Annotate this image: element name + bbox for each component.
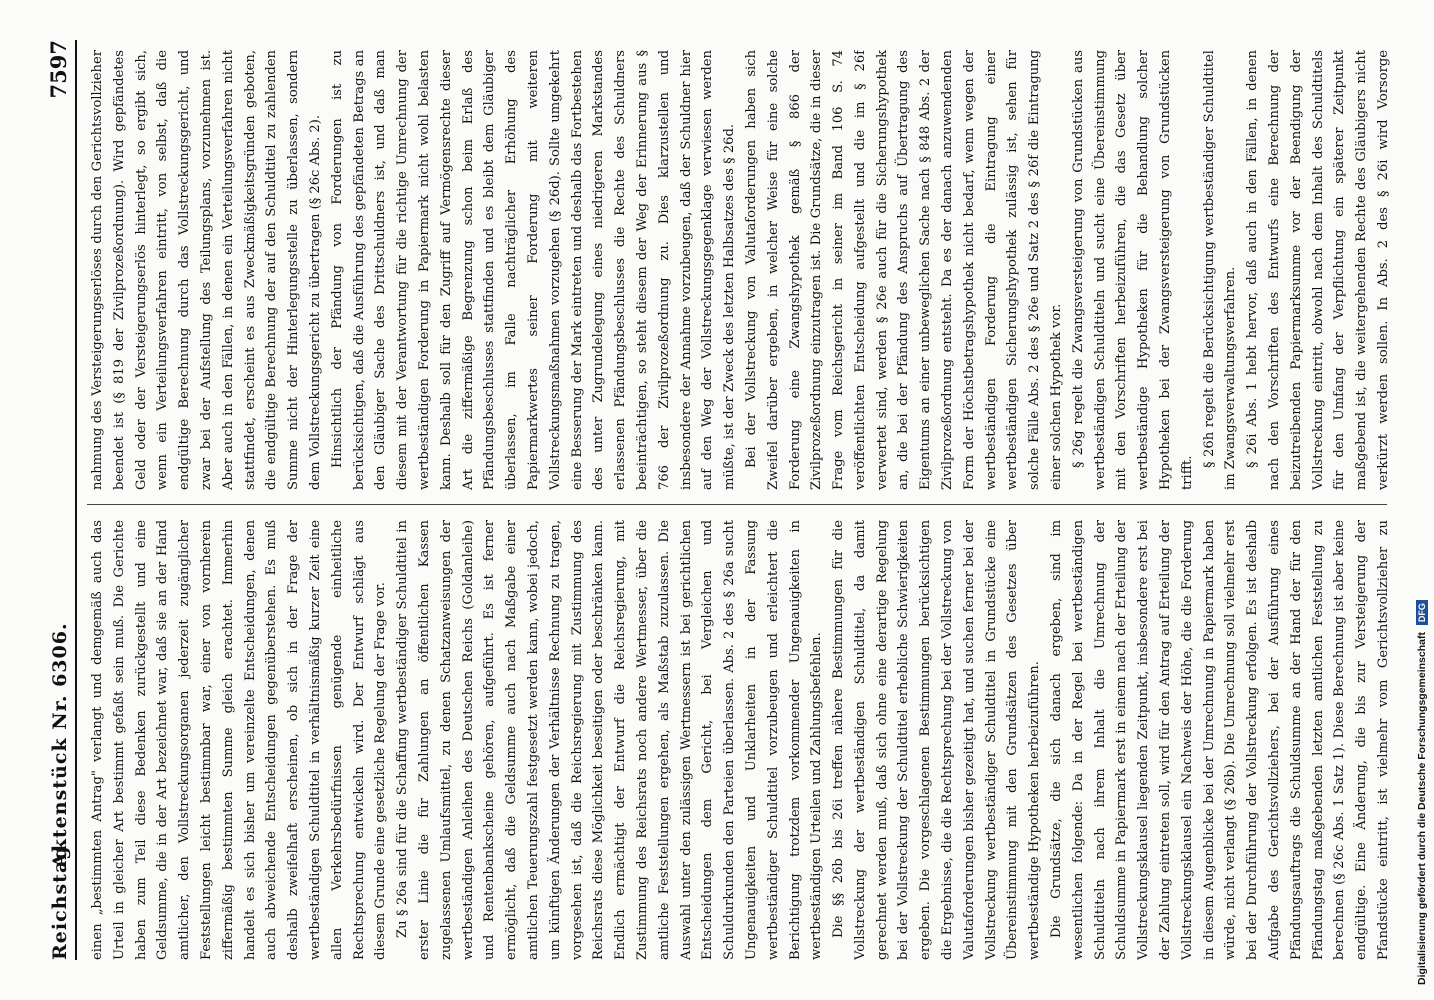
right-column (87, 50, 1397, 490)
column-divider (87, 504, 1387, 505)
digitization-text: Digitalisierung gefördert durch die Deutsche Forschungsgemeinschaft (1416, 632, 1428, 985)
page-number: 7597 (46, 40, 71, 99)
paragraph: Bei der Vollstreckung von Valutaforderungen haben sich Zweifel darüber ergeben, in welcher Weise für eine solche Forderung eine Zwangshypothek gemäß § 866 der Zivilprozeßordnung einzutragen ist. Die Grundsätze, die in dieser Frage vom Reichsgericht in seiner im Band 106 S. 74 veröffentlichten Entscheidung aufgestellt und die im § 26f verwertet sind, werden § 26e auch für die Sicherungshypothek an, die bei der Pfändung des Anspruchs auf Übertragung des Eigentums an einer unbeweglichen Sache nach § 848 Abs. 2 der Zivilprozeßordnung entsteht. Da es der danach anzuwendenden Form der Höchstbetragshypothek nicht bedarf, wenn wegen der wertbeständigen Forderung die Eintragung einer wertbeständigen Sicherungshypothek zulässig ist, sehen für solche Fälle Abs. 2 des § 26e und Satz 2 des § 26f die Eintragung einer solchen Hypothek vor. (743, 50, 1065, 490)
header-left: Reichstag. (49, 837, 71, 960)
paragraph: Zu § 26a sind für die Schaffung wertbeständiger Schuldtitel in erster Linie die für Zahlungen an öffentlichen Kassen zugelassenen Umlaufsmittel, zu denen Schatzanweisungen der wertbeständigen Anleihen des Deutschen Reichs (Goldanleihe) und Rentenbankscheine gehören, aufgeführt. Es ist ferner ermöglicht, daß die Geldsumme auch nach Maßgabe einer amtlichen Teuerungszahl festgesetzt werden kann, wobei jedoch, um künftigen Änderungen der Verhältnisse Rechnung zu tragen, vorgesehen ist, daß die Reichsregierung mit Zustimmung des Reichsrats diese Möglichkeit beseitigen oder beschränken kann. Endlich ermächtigt der Entwurf die Reichsregierung, mit Zustimmung des Reichsrats noch andere Wertmesser, über die amtliche Feststellungen ergehen, als Maßstab zuzulassen. Die Auswahl unter den zulässigen Wertmessern ist bei gerichtlichen Entscheidungen dem Gericht, bei Vergleichen und Schuldurkunden den Parteien überlassen. Abs. 2 des § 26a sucht Ungenauigkeiten und Unklarheiten in der Fassung wertbeständiger Schuldtitel vorzubeugen und erleichtert die Berichtigung trotzdem vorkommender Ungenauigkeiten in wertbeständigen Urteilen und Zahlungsbefehlen. (395, 520, 825, 960)
paragraph: Hinsichtlich der Pfändung von Forderungen ist zu berücksichtigen, daß die Ausführung des gepfändeten Betrags an den Gläubiger Sache des Drittschuldners ist, und daß man diesem mit der Verantwortung für die richtige Umrechnung der wertbeständigen Forderung in Papiermark nicht wohl belasten kann. Deshalb soll für den Zugriff auf Vermögensrechte dieser Art die ziffermäßige Begrenzung schon beim Erlaß des Pfändungsbeschlusses stattfinden und es bleibt dem Gläubiger überlassen, im Falle nachträglicher Erhöhung des Papiermarkwertes seiner Forderung mit weiteren Vollstreckungsmaßnahmen vorzugehen (§ 26d). Sollte umgekehrt eine Besserung der Mark eintreten und deshalb das Fortbestehen des unter Zugrundelegung eines niedrigeren Markstandes erlassenen Pfändungsbeschlusses die Rechte des Schuldners beeinträchtigen, so steht diesem der Weg der Erinnerung aus § 766 der Zivilprozeßordnung zu. Dies klarzustellen und insbesondere der Annahme vorzubeugen, daß der Schuldner hier auf den Weg der Vollstreckungsgegenklage verwiesen werden müßte, ist der Zweck des letzten Halbsatzes des § 26d. (329, 50, 738, 490)
paragraph: § 26i Abs. 1 hebt hervor, daß auch in den Fällen, in denen nach den Vorschriften des Entwurfs eine Berechnung der beizutreibenden Papiermarksumme vor der Beendigung der Vollstreckung eintritt, obwohl nach dem Inhalt des Schuldtitels für den Umfang der Verpflichtung ein späterer Zeitpunkt maßgebend ist, die weitergehenden Rechte des Gläubigers nicht verkürzt werden sollen. In Abs. 2 des § 26i wird Vorsorge (1245, 50, 1392, 490)
paragraph: § 26g regelt die Zwangsversteigerung von Grundstücken aus wertbeständigen Schuldtiteln und sucht eine Übereinstimmung mit den Vorschriften herbeizuführen, die das Gesetz über wertbeständige Hypotheken für die Behandlung solcher Hypotheken bei der Zwangsversteigerung von Grundstücken trifft. (1070, 50, 1195, 490)
paragraph: Die §§ 26b bis 26i treffen nähere Bestimmungen für die Vollstreckung der wertbeständigen Schuldtitel, da damit gerechnet werden muß, daß sich ohne eine derartige Regelung bei der Vollstreckung der Schuldtitel erhebliche Schwierigkeiten ergeben. Die vorgeschlagenen Bestimmungen berücksichtigen die Ergebnisse, die die Rechtsprechung bei der Vollstreckung von Valutaforderungen bisher gezeitigt hat, und suchen ferner bei der Vollstreckung wertbeständiger Schuldtitel in Grundstücke eine Übereinstimmung mit den Grundsätzen des Gesetzes über wertbeständige Hypotheken herbeizuführen. (831, 520, 1043, 960)
rotated-page-sheet (45, 40, 1405, 960)
header-title: Aktenstück Nr. 6306. (49, 622, 71, 868)
page-header (45, 40, 77, 960)
dfg-logo: DFG (1416, 600, 1428, 625)
paragraph: nahmung des Versteigerungserlöses durch den Gerichtsvollzieher beendet ist (§ 819 der Zivilprozeßordnung). Wird gepfändetes Geld oder der Versteigerungserlös hinterlegt, so ergibt sich, wenn ein Verteilungsverfahren eintritt, von selbst, daß die endgültige Berechnung durch das Vollstreckungsgericht, und zwar bei der Aufstellung des Teilungsplans, vorzunehmen ist. Aber auch in den Fällen, in denen ein Verteilungsverfahren nicht stattfindet, erscheint es aus Zweckmäßigkeitsgründen geboten, die endgültige Berechnung der auf den Schuldtitel zu zahlenden Summe nicht der Hinterlegungsstelle zu überlassen, sondern dem Vollstreckungsgericht zu übertragen (§ 26c Abs. 2). (90, 50, 323, 490)
left-column (87, 520, 1397, 960)
paragraph: Die Grundsätze, die sich danach ergeben, sind im wesentlichen folgende: Da in der Regel bei wertbeständigen Schuldtiteln nach ihrem Inhalt die Umrechnung der Schuldsumme in Papiermark erst in einem nach der Erteilung der Vollstreckungsklausel liegenden Zeitpunkt, insbesondere erst bei der Zahlung eintreten soll, wird für den Antrag auf Erteilung der Vollstreckungsklausel ein Nachweis der Höhe, die die Forderung in diesem Augenblicke bei der Umrechnung in Papiermark haben würde, nicht verlangt (§ 26b). Die Umrechnung soll vielmehr erst bei der Durchführung der Vollstreckung erfolgen. Es ist deshalb Aufgabe des Gerichtsvollziehers, bei der Ausführung eines Pfändungsauftrags die Schuldsumme an der Hand der für den Pfändungstag maßgebenden letzten amtlichen Feststellung zu berechnen (§ 26c Abs. 1 Satz 1). Diese Berechnung ist aber keine endgültige. Eine Änderung, die bis zur Versteigerung der Pfandstücke eintritt, ist vielmehr vom Gerichtsvollzieher zu (1049, 520, 1392, 960)
digitization-note (1416, 600, 1428, 985)
paragraph: einen „bestimmten Antrag" verlangt und demgemäß auch das Urteil in gleicher Art bestimmt gefaßt sein muß. Die Gerichte haben zum Teil diese Bedenken zurückgestellt und eine Geldsumme, die in der Art bezeichnet war, daß sie an der Hand amtlicher, den Vollstreckungsorganen jederzeit zugänglicher Feststellungen leicht bestimmbar war, einer von vornherein ziffermäßig bestimmten Summe gleich erachtet. Immerhin handelt es sich bisher um vereinzelte Entscheidungen, denen auch abweichende Entscheidungen gegenüberstehen. Es muß deshalb zweifelhaft erscheinen, ob sich in der Frage der wertbeständigen Schuldtitel in verhältnismäßig kurzer Zeit eine allen Verkehrsbedürfnissen genügende einheitliche Rechtsprechung entwickeln wird. Der Entwurf schlägt aus diesem Grunde eine gesetzliche Regelung der Frage vor. (90, 520, 389, 960)
paragraph: § 26h regelt die Berücksichtigung wertbeständiger Schuldtitel im Zwangsverwaltungsverfahren. (1201, 50, 1239, 490)
